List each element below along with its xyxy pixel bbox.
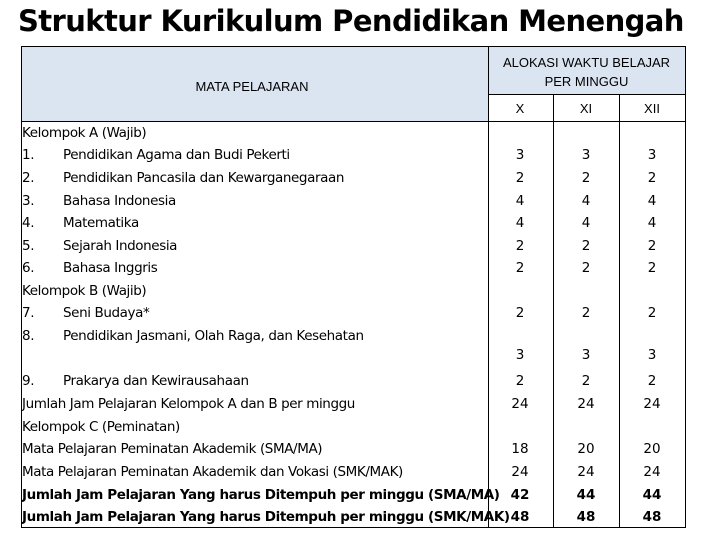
grade-value-cell: 4: [581, 215, 591, 231]
row-label: Pendidikan Pancasila dan Kewarganegaraan: [63, 170, 345, 186]
row-label: Jumlah Jam Pelajaran Yang harus Ditempuh per minggu (SMK/MAK): [22, 509, 510, 525]
grade-value-cell: 3: [515, 147, 525, 163]
grade-value-cell: 3: [647, 147, 657, 163]
grade-value-cell: 2: [647, 260, 657, 276]
grade-value-cell: 24: [511, 396, 529, 412]
grade-value-cell: 4: [647, 193, 657, 209]
grade-value-cell: 48: [510, 509, 530, 525]
row-number: 3.: [22, 193, 35, 209]
grade-value-cell: 4: [647, 215, 657, 231]
grade-value-cell: 4: [581, 193, 591, 209]
grade-value-cell: 3: [581, 347, 591, 363]
grade-value-cell: 18: [511, 441, 529, 457]
grade-value-cell: 2: [647, 238, 657, 254]
grade-value-cell: 24: [577, 396, 595, 412]
row-label: Sejarah Indonesia: [63, 238, 178, 254]
grade-value-cell: 2: [515, 305, 525, 321]
subject-column-header: MATA PELAJARAN: [195, 79, 309, 94]
row-label: Mata Pelajaran Peminatan Akademik (SMA/MA): [22, 441, 323, 457]
grade-value-cell: 42: [510, 487, 530, 503]
row-label: Prakarya dan Kewirausahaan: [63, 373, 249, 389]
grade-header-x: X: [515, 101, 525, 116]
grade-value-cell: 2: [647, 305, 657, 321]
row-label: Kelompok C (Peminatan): [22, 419, 180, 435]
grade-value-cell: 2: [647, 373, 657, 389]
grade-value-cell: 4: [515, 193, 525, 209]
grade-value-cell: 2: [515, 373, 525, 389]
grade-value-cell: 24: [511, 464, 529, 480]
grade-value-cell: 2: [581, 238, 591, 254]
row-label: Matematika: [63, 215, 139, 231]
grade-value-cell: 2: [581, 305, 591, 321]
row-label: Jumlah Jam Pelajaran Kelompok A dan B per minggu: [22, 396, 355, 412]
row-label: Bahasa Indonesia: [63, 193, 176, 209]
row-label: Seni Budaya*: [63, 305, 150, 321]
grade-value-cell: 3: [647, 347, 657, 363]
row-number: 1.: [22, 147, 35, 163]
row-number: 8.: [22, 328, 35, 344]
row-number: 9.: [22, 373, 35, 389]
grade-value-cell: 48: [576, 509, 596, 525]
row-label: Bahasa Inggris: [63, 260, 158, 276]
curriculum-table: [21, 46, 686, 528]
grade-value-cell: 20: [577, 441, 595, 457]
grade-value-cell: 20: [643, 441, 661, 457]
column-divider: [488, 47, 489, 527]
row-divider: [22, 121, 685, 122]
grade-value-cell: 3: [515, 347, 525, 363]
row-number: 4.: [22, 215, 35, 231]
grade-value-cell: 44: [576, 487, 596, 503]
grade-value-cell: 2: [581, 170, 591, 186]
allocation-header-line1: ALOKASI WAKTU BELAJAR: [502, 55, 671, 70]
row-label: Jumlah Jam Pelajaran Yang harus Ditempuh per minggu (SMA/MA): [22, 487, 500, 503]
row-divider: [488, 94, 685, 95]
grade-header-xii: XII: [644, 101, 660, 116]
grade-value-cell: 2: [515, 260, 525, 276]
row-label: Pendidikan Jasmani, Olah Raga, dan Kesehatan: [63, 328, 364, 344]
row-number: 7.: [22, 305, 35, 321]
grade-value-cell: 2: [581, 260, 591, 276]
row-number: 5.: [22, 238, 35, 254]
grade-value-cell: 2: [515, 170, 525, 186]
row-number: 2.: [22, 170, 35, 186]
grade-value-cell: 4: [515, 215, 525, 231]
allocation-header-line2: PER MINGGU: [544, 74, 629, 89]
grade-value-cell: 24: [643, 396, 661, 412]
row-label: Mata Pelajaran Peminatan Akademik dan Vokasi (SMK/MAK): [22, 464, 403, 480]
page-title: Struktur Kurikulum Pendidikan Menengah: [18, 4, 684, 38]
grade-value-cell: 44: [642, 487, 662, 503]
grade-value-cell: 2: [647, 170, 657, 186]
grade-value-cell: 48: [642, 509, 662, 525]
grade-value-cell: 2: [515, 238, 525, 254]
grade-value-cell: 24: [577, 464, 595, 480]
row-number: 6.: [22, 260, 35, 276]
grade-value-cell: 3: [581, 147, 591, 163]
grade-value-cell: 2: [581, 373, 591, 389]
grade-value-cell: 24: [643, 464, 661, 480]
column-divider: [619, 94, 620, 527]
row-label: Pendidikan Agama dan Budi Pekerti: [63, 147, 290, 163]
row-label: Kelompok B (Wajib): [22, 283, 147, 299]
row-label: Kelompok A (Wajib): [22, 125, 147, 141]
column-divider: [553, 94, 554, 527]
grade-header-xi: XI: [579, 101, 593, 116]
